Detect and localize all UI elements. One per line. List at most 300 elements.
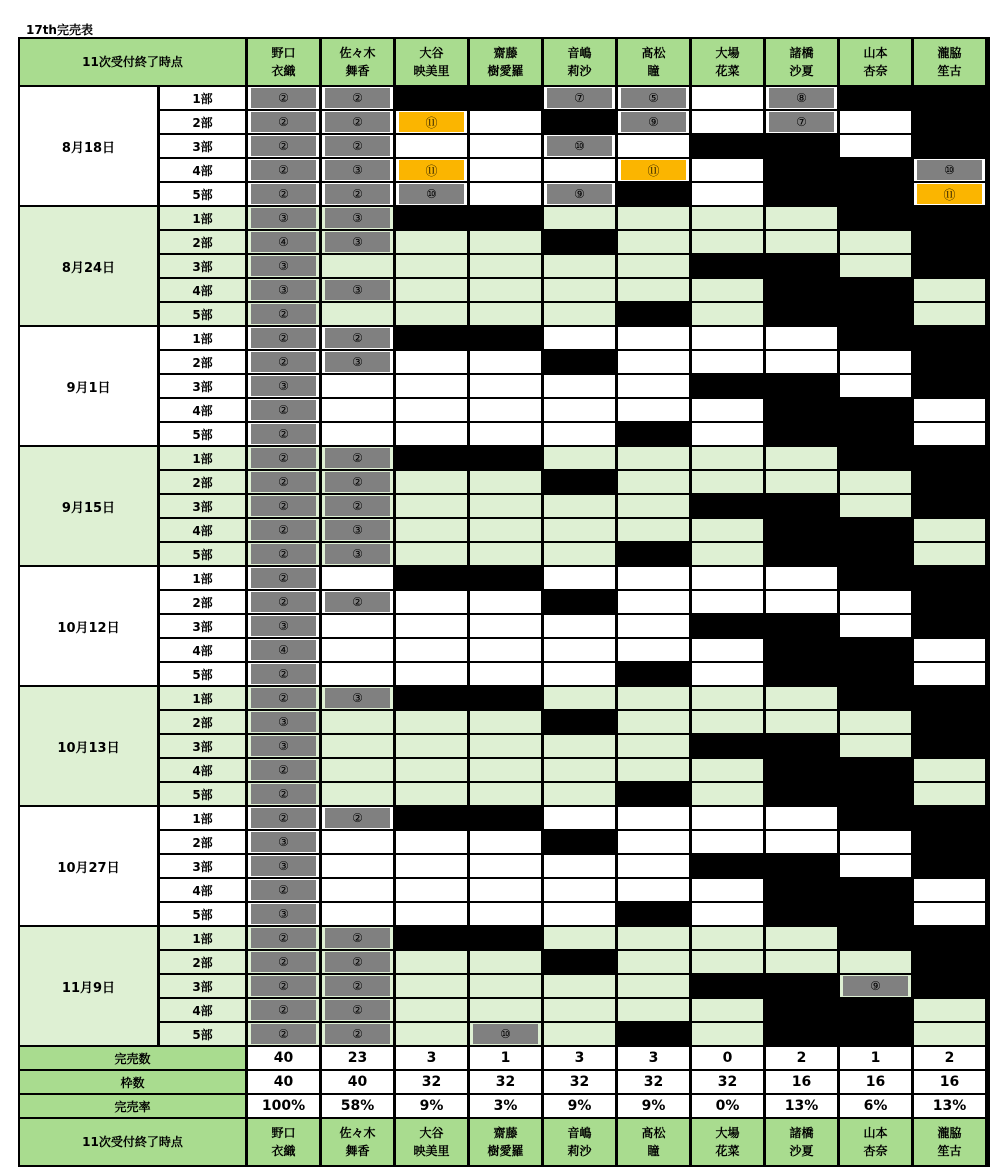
- slot-cell: [840, 327, 911, 349]
- summary-value: 9%: [396, 1095, 467, 1117]
- slot-cell: [766, 663, 837, 685]
- slot-cell: [248, 663, 319, 685]
- slot-cell: [470, 159, 541, 181]
- slot-cell: [248, 855, 319, 877]
- sold-out-mark: ③: [251, 712, 316, 732]
- slot-cell: [618, 951, 689, 973]
- slot-cell: [766, 639, 837, 661]
- sold-out-mark: ②: [251, 544, 316, 564]
- slot-cell: [840, 999, 911, 1021]
- slot-cell: [470, 807, 541, 829]
- slot-cell: [396, 567, 467, 589]
- slot-cell: [766, 975, 837, 997]
- slot-cell: [692, 255, 763, 277]
- slot-cell: [618, 303, 689, 325]
- slot-cell: [618, 663, 689, 685]
- sold-out-mark: ③: [325, 688, 390, 708]
- sold-out-mark: ③: [251, 256, 316, 276]
- slot-cell: [396, 1023, 467, 1045]
- slot-cell: [322, 567, 393, 589]
- slot-cell: [914, 783, 985, 805]
- slot-cell: [544, 615, 615, 637]
- slot-cell: [470, 951, 541, 973]
- slot-cell: [840, 639, 911, 661]
- sold-out-mark: ②: [251, 520, 316, 540]
- slot-cell: [248, 807, 319, 829]
- slot-cell: [396, 831, 467, 853]
- slot-cell: [766, 207, 837, 229]
- slot-cell: [322, 327, 393, 349]
- slot-cell: [470, 591, 541, 613]
- session-date: 8月24日: [20, 207, 157, 325]
- member-family-name: 瀧脇: [937, 1126, 962, 1140]
- slot-cell: [544, 807, 615, 829]
- member-header: [396, 39, 467, 85]
- sold-out-mark: ③: [251, 832, 316, 852]
- slot-cell: [840, 495, 911, 517]
- slot-cell: [692, 87, 763, 109]
- slot-cell: [840, 879, 911, 901]
- sold-out-mark: ②: [251, 496, 316, 516]
- slot-cell: [470, 183, 541, 205]
- slot-cell: [692, 759, 763, 781]
- member-given-name: 衣織: [271, 1144, 296, 1158]
- member-header: [544, 1119, 615, 1165]
- member-family-name: 瀧脇: [937, 46, 962, 60]
- member-family-name: 山本: [863, 1126, 888, 1140]
- slot-cell: [470, 759, 541, 781]
- slot-cell: [544, 87, 615, 109]
- part-label: 5部: [160, 183, 245, 205]
- member-given-name: 杏奈: [863, 64, 888, 78]
- slot-cell: [618, 327, 689, 349]
- slot-cell: [914, 711, 985, 733]
- slot-cell: [322, 759, 393, 781]
- member-family-name: 音嶋: [567, 1126, 592, 1140]
- slot-cell: [248, 903, 319, 925]
- slot-cell: [544, 255, 615, 277]
- member-family-name: 諸橋: [789, 1126, 814, 1140]
- slot-cell: [914, 615, 985, 637]
- member-header: [322, 1119, 393, 1165]
- slot-cell: [470, 87, 541, 109]
- member-header: [618, 39, 689, 85]
- slot-cell: [322, 975, 393, 997]
- slot-cell: [618, 543, 689, 565]
- summary-value: 40: [248, 1071, 319, 1093]
- slot-cell: [618, 255, 689, 277]
- summary-value: 40: [322, 1071, 393, 1093]
- slot-cell: [692, 831, 763, 853]
- slot-cell: [618, 615, 689, 637]
- slot-cell: [544, 711, 615, 733]
- slot-cell: [248, 375, 319, 397]
- slot-cell: [396, 375, 467, 397]
- summary-value: 13%: [914, 1095, 985, 1117]
- summary-value: 1: [470, 1047, 541, 1069]
- slot-cell: [544, 351, 615, 373]
- slot-cell: [914, 807, 985, 829]
- slot-cell: [322, 999, 393, 1021]
- member-header: [914, 1119, 985, 1165]
- slot-cell: [618, 903, 689, 925]
- sold-out-mark: ②: [251, 592, 316, 612]
- slot-cell: [914, 1023, 985, 1045]
- slot-cell: [692, 447, 763, 469]
- sold-out-mark: ②: [325, 112, 390, 132]
- slot-cell: [248, 639, 319, 661]
- slot-cell: [914, 927, 985, 949]
- member-family-name: 野口: [271, 1126, 296, 1140]
- sold-out-mark: ②: [325, 496, 390, 516]
- sold-out-mark: ②: [251, 136, 316, 156]
- slot-cell: [470, 375, 541, 397]
- sold-out-mark: ②: [251, 304, 316, 324]
- page-title: 17th完売表: [26, 23, 93, 37]
- sold-out-mark: ⑦: [547, 88, 612, 108]
- slot-cell: [396, 495, 467, 517]
- slot-cell: [618, 87, 689, 109]
- slot-cell: [470, 231, 541, 253]
- sold-out-mark: ④: [251, 640, 316, 660]
- member-family-name: 大場: [715, 46, 740, 60]
- slot-cell: [766, 327, 837, 349]
- slot-cell: [248, 927, 319, 949]
- member-given-name: 莉沙: [567, 1144, 592, 1158]
- slot-cell: [470, 135, 541, 157]
- slot-cell: [692, 159, 763, 181]
- slot-cell: [840, 687, 911, 709]
- member-given-name: 花菜: [715, 64, 740, 78]
- member-given-name: 沙夏: [789, 64, 814, 78]
- session-date: 10月12日: [20, 567, 157, 685]
- member-given-name: 映美里: [413, 64, 450, 78]
- slot-cell: [840, 855, 911, 877]
- member-family-name: 大谷: [419, 1126, 444, 1140]
- slot-cell: [840, 207, 911, 229]
- slot-cell: [470, 687, 541, 709]
- sold-out-mark: ②: [251, 184, 316, 204]
- sold-out-mark: ⑩: [547, 136, 612, 156]
- sold-out-mark: ③: [325, 280, 390, 300]
- slot-cell: [766, 759, 837, 781]
- member-family-name: 齋藤: [493, 1126, 518, 1140]
- slot-cell: [396, 471, 467, 493]
- slot-cell: [396, 183, 467, 205]
- slot-cell: [544, 327, 615, 349]
- slot-cell: [766, 567, 837, 589]
- part-label: 2部: [160, 591, 245, 613]
- slot-cell: [544, 111, 615, 133]
- slot-cell: [692, 351, 763, 373]
- slot-cell: [914, 135, 985, 157]
- part-label: 1部: [160, 567, 245, 589]
- summary-value: 16: [914, 1071, 985, 1093]
- slot-cell: [692, 687, 763, 709]
- summary-value: 3: [396, 1047, 467, 1069]
- slot-cell: [248, 207, 319, 229]
- slot-cell: [618, 159, 689, 181]
- sold-out-mark: ②: [251, 976, 316, 996]
- sold-out-mark: ②: [251, 568, 316, 588]
- slot-cell: [692, 279, 763, 301]
- slot-cell: [692, 735, 763, 757]
- slot-cell: [914, 519, 985, 541]
- slot-cell: [618, 351, 689, 373]
- sold-out-mark: ③: [325, 208, 390, 228]
- member-given-name: 舞香: [345, 64, 370, 78]
- session-date: 11月9日: [20, 927, 157, 1045]
- slot-cell: [914, 975, 985, 997]
- sold-out-mark: ⑧: [769, 88, 834, 108]
- slot-cell: [914, 999, 985, 1021]
- slot-cell: [766, 255, 837, 277]
- slot-cell: [766, 807, 837, 829]
- header-caption: 11次受付終了時点: [20, 1119, 245, 1165]
- slot-cell: [766, 591, 837, 613]
- slot-cell: [914, 207, 985, 229]
- sold-out-mark: ③: [325, 544, 390, 564]
- slot-cell: [914, 255, 985, 277]
- slot-cell: [322, 111, 393, 133]
- slot-cell: [396, 663, 467, 685]
- part-label: 1部: [160, 87, 245, 109]
- sold-out-mark: ②: [325, 328, 390, 348]
- slot-cell: [248, 447, 319, 469]
- slot-cell: [544, 543, 615, 565]
- slot-cell: [322, 183, 393, 205]
- slot-cell: [766, 471, 837, 493]
- slot-cell: [248, 183, 319, 205]
- slot-cell: [396, 807, 467, 829]
- slot-cell: [840, 951, 911, 973]
- slot-cell: [470, 1023, 541, 1045]
- slot-cell: [766, 687, 837, 709]
- slot-cell: [322, 303, 393, 325]
- slot-cell: [618, 687, 689, 709]
- slot-cell: [692, 855, 763, 877]
- slot-cell: [396, 255, 467, 277]
- slot-cell: [396, 903, 467, 925]
- slot-cell: [840, 567, 911, 589]
- sold-out-mark: ②: [325, 592, 390, 612]
- slot-cell: [840, 663, 911, 685]
- part-label: 5部: [160, 303, 245, 325]
- sold-out-mark: ②: [251, 928, 316, 948]
- slot-cell: [618, 591, 689, 613]
- summary-label: 完売率: [20, 1095, 245, 1117]
- slot-cell: [618, 639, 689, 661]
- slot-cell: [248, 999, 319, 1021]
- member-given-name: 莉沙: [567, 64, 592, 78]
- slot-cell: [766, 735, 837, 757]
- sold-out-mark: ③: [325, 160, 390, 180]
- slot-cell: [544, 831, 615, 853]
- summary-value: 3: [618, 1047, 689, 1069]
- part-label: 1部: [160, 807, 245, 829]
- sales-table: [18, 37, 990, 1167]
- part-label: 5部: [160, 543, 245, 565]
- slot-cell: [470, 399, 541, 421]
- slot-cell: [692, 711, 763, 733]
- slot-cell: [840, 903, 911, 925]
- slot-cell: [692, 231, 763, 253]
- slot-cell: [248, 423, 319, 445]
- slot-cell: [766, 831, 837, 853]
- slot-cell: [618, 735, 689, 757]
- slot-cell: [914, 231, 985, 253]
- slot-cell: [322, 831, 393, 853]
- slot-cell: [544, 567, 615, 589]
- sold-out-mark: ③: [251, 616, 316, 636]
- slot-cell: [840, 975, 911, 997]
- slot-cell: [840, 87, 911, 109]
- slot-cell: [692, 927, 763, 949]
- slot-cell: [840, 471, 911, 493]
- sold-out-mark: ③: [251, 208, 316, 228]
- sold-out-mark: ②: [251, 352, 316, 372]
- slot-cell: [914, 831, 985, 853]
- slot-cell: [544, 471, 615, 493]
- member-family-name: 諸橋: [789, 46, 814, 60]
- slot-cell: [840, 159, 911, 181]
- slot-cell: [396, 279, 467, 301]
- slot-cell: [544, 975, 615, 997]
- part-label: 4部: [160, 399, 245, 421]
- slot-cell: [544, 135, 615, 157]
- sold-out-mark: ②: [251, 760, 316, 780]
- slot-cell: [766, 351, 837, 373]
- slot-cell: [396, 447, 467, 469]
- slot-cell: [766, 447, 837, 469]
- slot-cell: [914, 879, 985, 901]
- slot-cell: [692, 327, 763, 349]
- slot-cell: [248, 255, 319, 277]
- slot-cell: [248, 615, 319, 637]
- sold-out-mark: ②: [251, 424, 316, 444]
- slot-cell: [766, 783, 837, 805]
- slot-cell: [544, 999, 615, 1021]
- part-label: 1部: [160, 687, 245, 709]
- sold-out-mark: ⑩: [917, 160, 982, 180]
- slot-cell: [618, 279, 689, 301]
- member-given-name: 衣織: [271, 64, 296, 78]
- part-label: 4部: [160, 519, 245, 541]
- slot-cell: [470, 543, 541, 565]
- slot-cell: [248, 231, 319, 253]
- slot-cell: [618, 879, 689, 901]
- sold-out-mark: ②: [251, 688, 316, 708]
- slot-cell: [544, 927, 615, 949]
- slot-cell: [692, 591, 763, 613]
- slot-cell: [544, 423, 615, 445]
- sold-out-mark: ②: [251, 784, 316, 804]
- slot-cell: [396, 639, 467, 661]
- slot-cell: [322, 135, 393, 157]
- sold-out-mark: ②: [251, 880, 316, 900]
- slot-cell: [840, 399, 911, 421]
- slot-cell: [544, 399, 615, 421]
- member-family-name: 佐々木: [339, 1126, 376, 1140]
- slot-cell: [322, 855, 393, 877]
- part-label: 3部: [160, 615, 245, 637]
- part-label: 1部: [160, 927, 245, 949]
- slot-cell: [396, 951, 467, 973]
- slot-cell: [544, 495, 615, 517]
- sold-out-mark: ③: [251, 856, 316, 876]
- sold-out-mark: ②: [251, 400, 316, 420]
- member-given-name: 瞳: [647, 1144, 660, 1158]
- slot-cell: [322, 375, 393, 397]
- slot-cell: [692, 183, 763, 205]
- slot-cell: [396, 975, 467, 997]
- member-header: [618, 1119, 689, 1165]
- part-label: 3部: [160, 495, 245, 517]
- slot-cell: [618, 927, 689, 949]
- part-label: 5部: [160, 423, 245, 445]
- slot-cell: [248, 711, 319, 733]
- slot-cell: [322, 639, 393, 661]
- slot-cell: [248, 759, 319, 781]
- slot-cell: [544, 639, 615, 661]
- slot-cell: [470, 567, 541, 589]
- slot-cell: [766, 159, 837, 181]
- sold-out-mark: ⑩: [399, 184, 464, 204]
- summary-value: 13%: [766, 1095, 837, 1117]
- slot-cell: [322, 495, 393, 517]
- slot-cell: [544, 759, 615, 781]
- sold-out-mark: ②: [325, 1024, 390, 1044]
- sold-out-mark: ②: [251, 88, 316, 108]
- slot-cell: [248, 471, 319, 493]
- summary-value: 9%: [544, 1095, 615, 1117]
- slot-cell: [396, 735, 467, 757]
- slot-cell: [322, 519, 393, 541]
- member-family-name: 山本: [863, 46, 888, 60]
- slot-cell: [396, 687, 467, 709]
- slot-cell: [840, 111, 911, 133]
- member-family-name: 野口: [271, 46, 296, 60]
- session-date: 10月27日: [20, 807, 157, 925]
- slot-cell: [618, 999, 689, 1021]
- summary-value: 16: [766, 1071, 837, 1093]
- member-header: [766, 39, 837, 85]
- member-family-name: 大谷: [419, 46, 444, 60]
- sold-out-mark: ②: [251, 664, 316, 684]
- slot-cell: [396, 327, 467, 349]
- summary-value: 3%: [470, 1095, 541, 1117]
- member-family-name: 音嶋: [567, 46, 592, 60]
- slot-cell: [544, 735, 615, 757]
- slot-cell: [766, 519, 837, 541]
- summary-value: 6%: [840, 1095, 911, 1117]
- sold-out-mark: ②: [325, 928, 390, 948]
- slot-cell: [692, 879, 763, 901]
- slot-cell: [470, 447, 541, 469]
- slot-cell: [248, 327, 319, 349]
- member-family-name: 齋藤: [493, 46, 518, 60]
- slot-cell: [692, 951, 763, 973]
- sold-out-mark: ⑪: [399, 160, 464, 180]
- member-header: [396, 1119, 467, 1165]
- part-label: 2部: [160, 111, 245, 133]
- slot-cell: [914, 423, 985, 445]
- slot-cell: [840, 279, 911, 301]
- part-label: 3部: [160, 135, 245, 157]
- slot-cell: [840, 783, 911, 805]
- summary-value: 2: [766, 1047, 837, 1069]
- slot-cell: [618, 807, 689, 829]
